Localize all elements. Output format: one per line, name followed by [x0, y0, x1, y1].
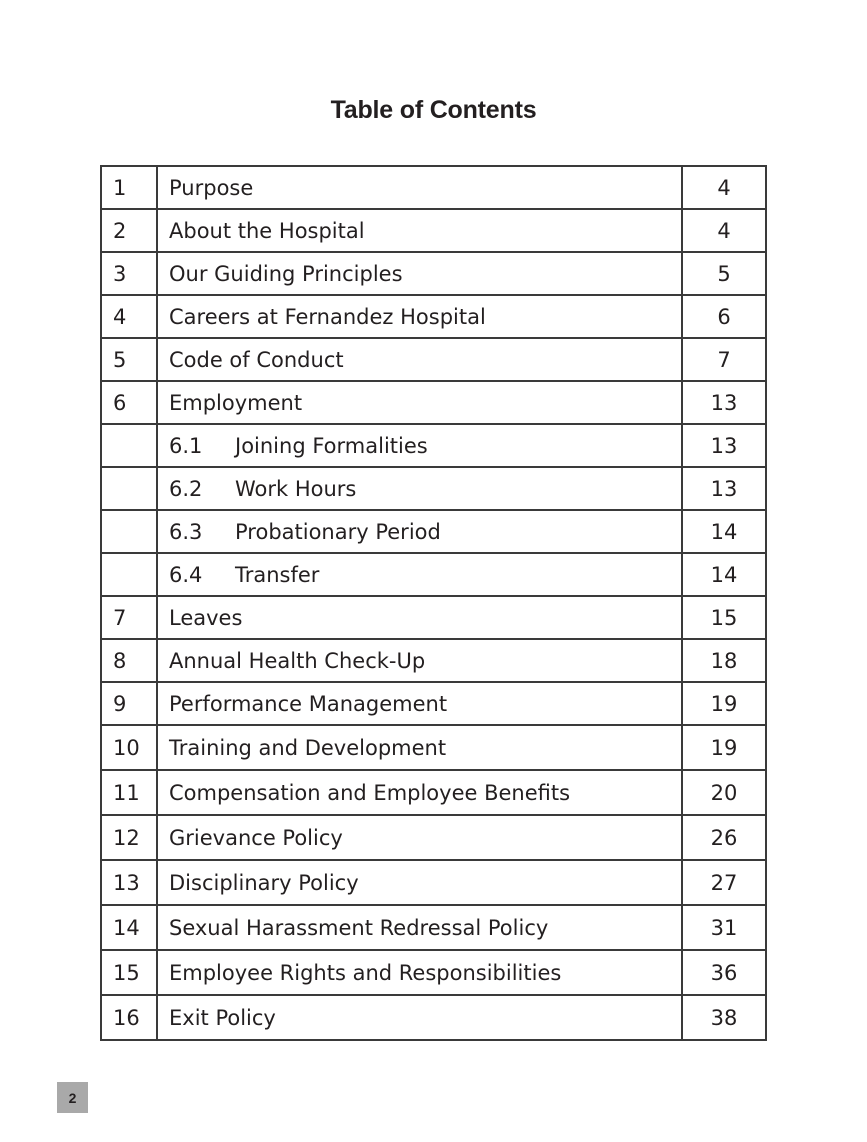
toc-section-number: 3 [101, 252, 157, 295]
toc-entry-title-cell [157, 995, 682, 1040]
toc-entry-title-cell [157, 467, 682, 510]
toc-entry-title: Joining Formalities [235, 433, 428, 458]
toc-section-number: 5 [101, 338, 157, 381]
toc-section-number [101, 553, 157, 596]
toc-row [101, 596, 766, 639]
toc-entry-title: Annual Health Check-Up [169, 648, 426, 673]
toc-subsection-number: 6.3 [169, 519, 203, 544]
toc-entry-title-cell [157, 725, 682, 770]
toc-subsection-row [101, 467, 766, 510]
toc-section-number: 6 [101, 381, 157, 424]
toc-entry-title-cell [157, 815, 682, 860]
toc-section-number: 10 [101, 725, 157, 770]
toc-row [101, 682, 766, 725]
toc-page-number: 31 [682, 905, 766, 950]
toc-subsection-row [101, 424, 766, 467]
toc-entry-title-cell [157, 510, 682, 553]
toc-entry-title: Probationary Period [235, 519, 441, 544]
toc-section-number: 8 [101, 639, 157, 682]
toc-entry-title-cell [157, 166, 682, 209]
toc-table [100, 165, 767, 1041]
toc-section-number: 14 [101, 905, 157, 950]
toc-entry-title: Sexual Harassment Redressal Policy [169, 915, 549, 940]
toc-row [101, 381, 766, 424]
toc-section-number: 4 [101, 295, 157, 338]
toc-row [101, 860, 766, 905]
toc-page-number: 19 [682, 725, 766, 770]
toc-entry-title: Careers at Fernandez Hospital [169, 304, 486, 329]
toc-entry-title-cell [157, 596, 682, 639]
toc-entry-title: Exit Policy [169, 1005, 276, 1030]
toc-entry-title-cell [157, 424, 682, 467]
toc-subsection-number: 6.2 [169, 476, 203, 501]
toc-page-number: 15 [682, 596, 766, 639]
toc-page-number: 18 [682, 639, 766, 682]
toc-entry-title: Transfer [235, 562, 320, 587]
toc-section-number: 7 [101, 596, 157, 639]
toc-entry-title-cell [157, 682, 682, 725]
toc-page-number: 7 [682, 338, 766, 381]
toc-entry-title: Training and Development [169, 735, 447, 760]
toc-entry-title-cell [157, 860, 682, 905]
toc-page-number: 14 [682, 553, 766, 596]
toc-page-number: 14 [682, 510, 766, 553]
toc-entry-title: Disciplinary Policy [169, 870, 359, 895]
toc-page-number: 13 [682, 381, 766, 424]
toc-row [101, 295, 766, 338]
toc-entry-title: Purpose [169, 175, 254, 200]
toc-row [101, 815, 766, 860]
toc-page-number: 26 [682, 815, 766, 860]
toc-entry-title-cell [157, 950, 682, 995]
toc-section-number: 2 [101, 209, 157, 252]
toc-entry-title-cell [157, 905, 682, 950]
toc-page-number: 27 [682, 860, 766, 905]
toc-section-number: 16 [101, 995, 157, 1040]
toc-row [101, 252, 766, 295]
toc-entry-title: About the Hospital [169, 218, 365, 243]
toc-row [101, 995, 766, 1040]
toc-row [101, 209, 766, 252]
toc-entry-title: Our Guiding Principles [169, 261, 403, 286]
toc-page-number: 13 [682, 467, 766, 510]
toc-section-number: 1 [101, 166, 157, 209]
toc-row [101, 338, 766, 381]
toc-row [101, 905, 766, 950]
toc-page-number: 4 [682, 209, 766, 252]
toc-section-number [101, 424, 157, 467]
toc-page-number: 36 [682, 950, 766, 995]
toc-entry-title: Work Hours [235, 476, 357, 501]
toc-section-number: 11 [101, 770, 157, 815]
toc-entry-title: Leaves [169, 605, 243, 630]
toc-section-number: 12 [101, 815, 157, 860]
toc-entry-title-cell [157, 295, 682, 338]
toc-entry-title: Performance Management [169, 691, 448, 716]
toc-row [101, 639, 766, 682]
toc-page-number: 19 [682, 682, 766, 725]
toc-page-number: 20 [682, 770, 766, 815]
toc-entry-title: Compensation and Employee Benefits [169, 780, 571, 805]
toc-section-number: 15 [101, 950, 157, 995]
toc-entry-title-cell [157, 209, 682, 252]
toc-subsection-number: 6.4 [169, 562, 203, 587]
toc-row [101, 770, 766, 815]
toc-entry-title-cell [157, 381, 682, 424]
toc-page-number: 13 [682, 424, 766, 467]
toc-page-number: 4 [682, 166, 766, 209]
toc-section-number: 13 [101, 860, 157, 905]
toc-page-number: 38 [682, 995, 766, 1040]
toc-entry-title-cell [157, 338, 682, 381]
page-title: Table of Contents [330, 96, 537, 124]
toc-subsection-row [101, 553, 766, 596]
toc-entry-title: Employment [169, 390, 303, 415]
toc-page-number: 5 [682, 252, 766, 295]
toc-row [101, 950, 766, 995]
toc-subsection-row [101, 510, 766, 553]
toc-entry-title-cell [157, 553, 682, 596]
toc-row [101, 166, 766, 209]
toc-row [101, 725, 766, 770]
page-number-badge: 2 [57, 1082, 88, 1113]
toc-section-number [101, 467, 157, 510]
toc-entry-title: Employee Rights and Responsibilities [169, 960, 562, 985]
toc-section-number [101, 510, 157, 553]
toc-body [101, 166, 766, 1040]
toc-entry-title-cell [157, 639, 682, 682]
toc-entry-title: Grievance Policy [169, 825, 343, 850]
toc-section-number: 9 [101, 682, 157, 725]
toc-entry-title: Code of Conduct [169, 347, 344, 372]
toc-subsection-number: 6.1 [169, 433, 203, 458]
toc-entry-title-cell [157, 252, 682, 295]
toc-entry-title-cell [157, 770, 682, 815]
toc-page-number: 6 [682, 295, 766, 338]
